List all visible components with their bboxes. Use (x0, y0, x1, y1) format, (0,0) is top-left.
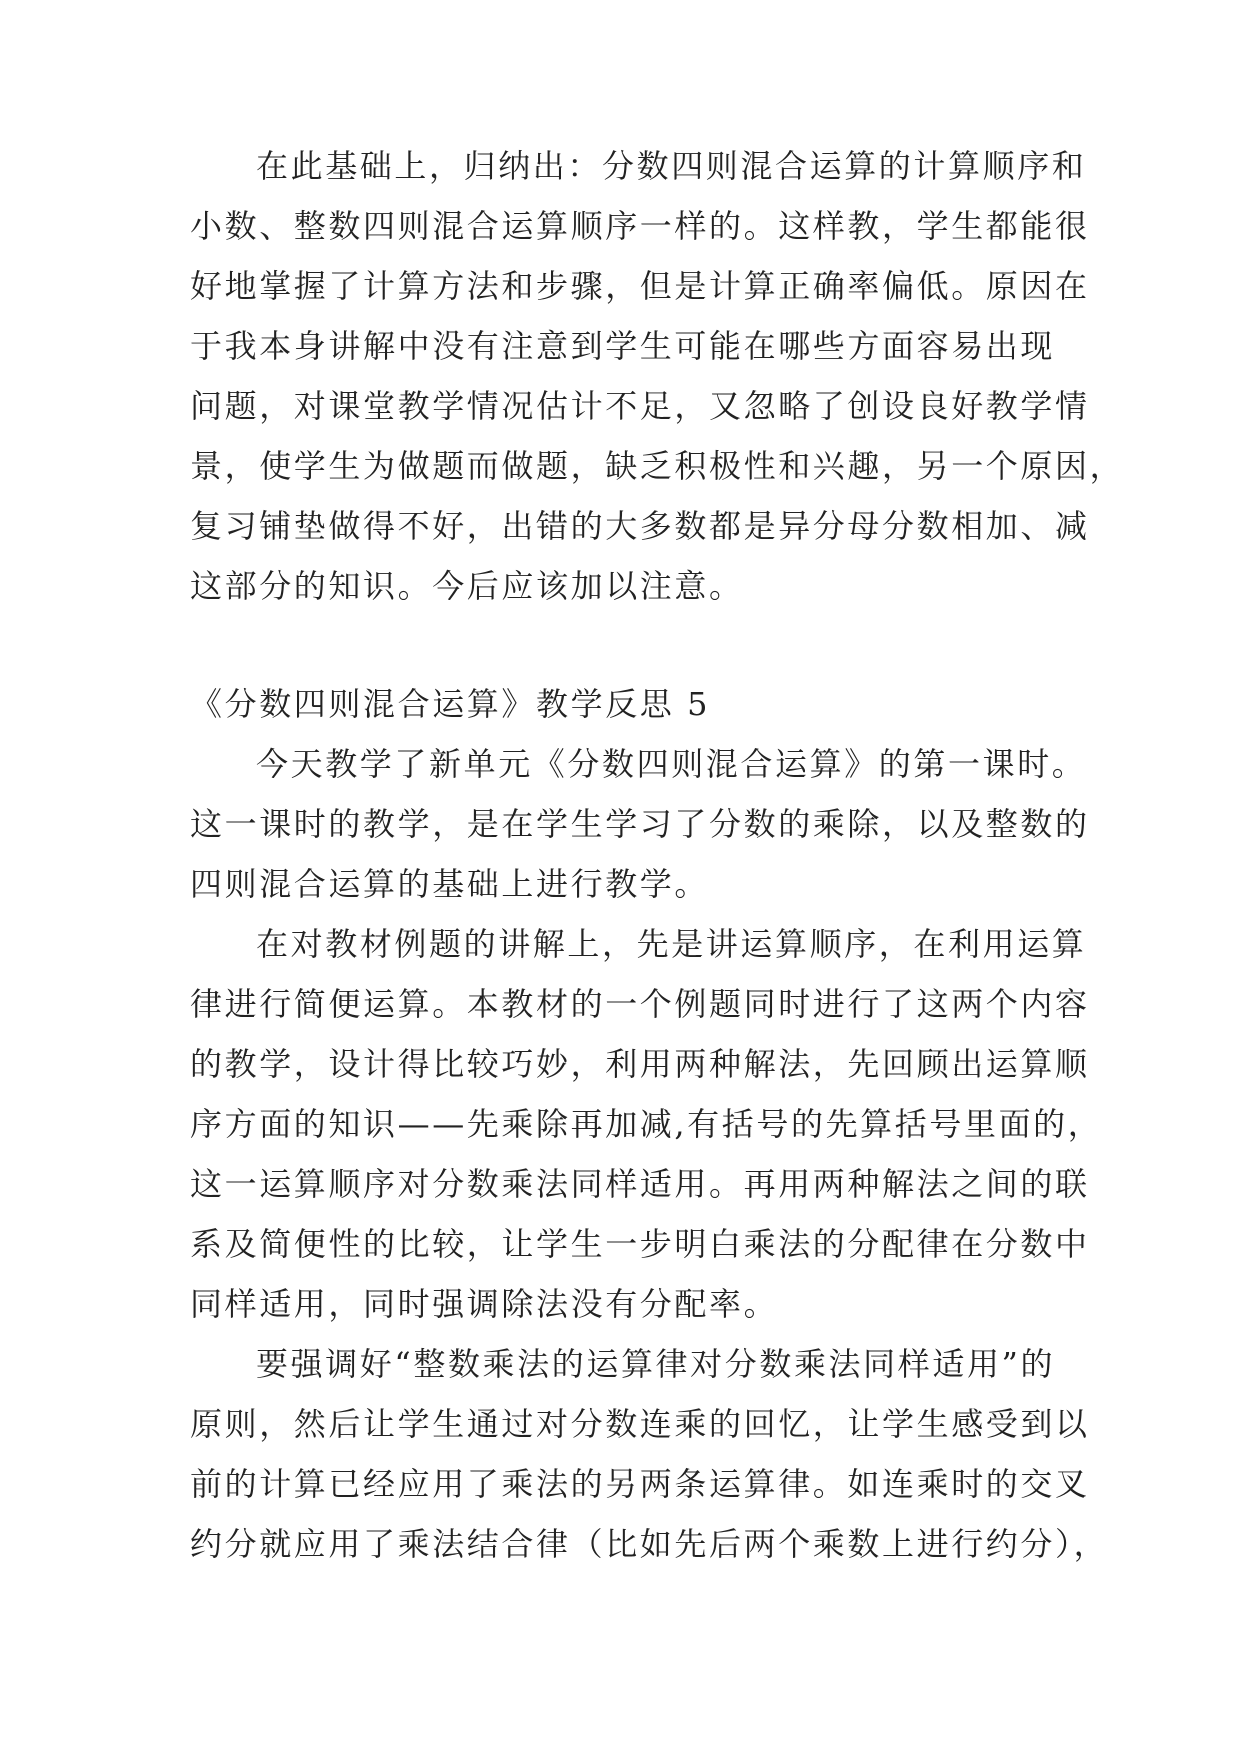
paragraph-3-line-7: 同样适用，同时强调除法没有分配率。 (190, 1285, 779, 1323)
section-heading: 《分数四则混合运算》教学反思 5 (190, 685, 711, 723)
paragraph-1-line-1: 在此基础上，归纳出：分数四则混合运算的计算顺序和 (256, 147, 1087, 185)
paragraph-2-line-2: 这一课时的教学，是在学生学习了分数的乘除，以及整数的 (190, 805, 1090, 843)
paragraph-3-line-5: 这一运算顺序对分数乘法同样适用。再用两种解法之间的联 (190, 1165, 1090, 1203)
paragraph-3-line-3: 的教学，设计得比较巧妙，利用两种解法，先回顾出运算顺 (190, 1045, 1090, 1083)
paragraph-4-line-3: 前的计算已经应用了乘法的另两条运算律。如连乘时的交叉 (190, 1465, 1090, 1503)
paragraph-1-line-3: 好地掌握了计算方法和步骤，但是计算正确率偏低。原因在 (190, 267, 1090, 305)
paragraph-2-line-3: 四则混合运算的基础上进行教学。 (190, 865, 710, 903)
paragraph-1-line-5: 问题，对课堂教学情况估计不足，又忽略了创设良好教学情 (190, 387, 1090, 425)
paragraph-4-line-1: 要强调好“整数乘法的运算律对分数乘法同样适用”的 (256, 1345, 1056, 1383)
paragraph-3-line-2: 律进行简便运算。本教材的一个例题同时进行了这两个内容 (190, 985, 1090, 1023)
paragraph-3-line-1: 在对教材例题的讲解上，先是讲运算顺序，在利用运算 (256, 925, 1087, 963)
paragraph-3-line-4: 序方面的知识——先乘除再加减,有括号的先算括号里面的， (190, 1105, 1103, 1143)
paragraph-3-line-6: 系及简便性的比较，让学生一步明白乘法的分配律在分数中 (190, 1225, 1090, 1263)
paragraph-1-line-6: 景，使学生为做题而做题，缺乏积极性和兴趣，另一个原因， (190, 447, 1125, 485)
paragraph-1-line-2: 小数、整数四则混合运算顺序一样的。这样教，学生都能很 (190, 207, 1090, 245)
paragraph-1-line-8: 这部分的知识。今后应该加以注意。 (190, 567, 744, 605)
paragraph-2-line-1: 今天教学了新单元《分数四则混合运算》的第一课时。 (256, 745, 1087, 783)
paragraph-1-line-7: 复习铺垫做得不好，出错的大多数都是异分母分数相加、减 (190, 507, 1090, 545)
paragraph-4-line-2: 原则，然后让学生通过对分数连乘的回忆，让学生感受到以 (190, 1405, 1090, 1443)
paragraph-4-line-4: 约分就应用了乘法结合律（比如先后两个乘数上进行约分）， (190, 1525, 1109, 1563)
paragraph-1-line-4: 于我本身讲解中没有注意到学生可能在哪些方面容易出现 (190, 327, 1056, 365)
